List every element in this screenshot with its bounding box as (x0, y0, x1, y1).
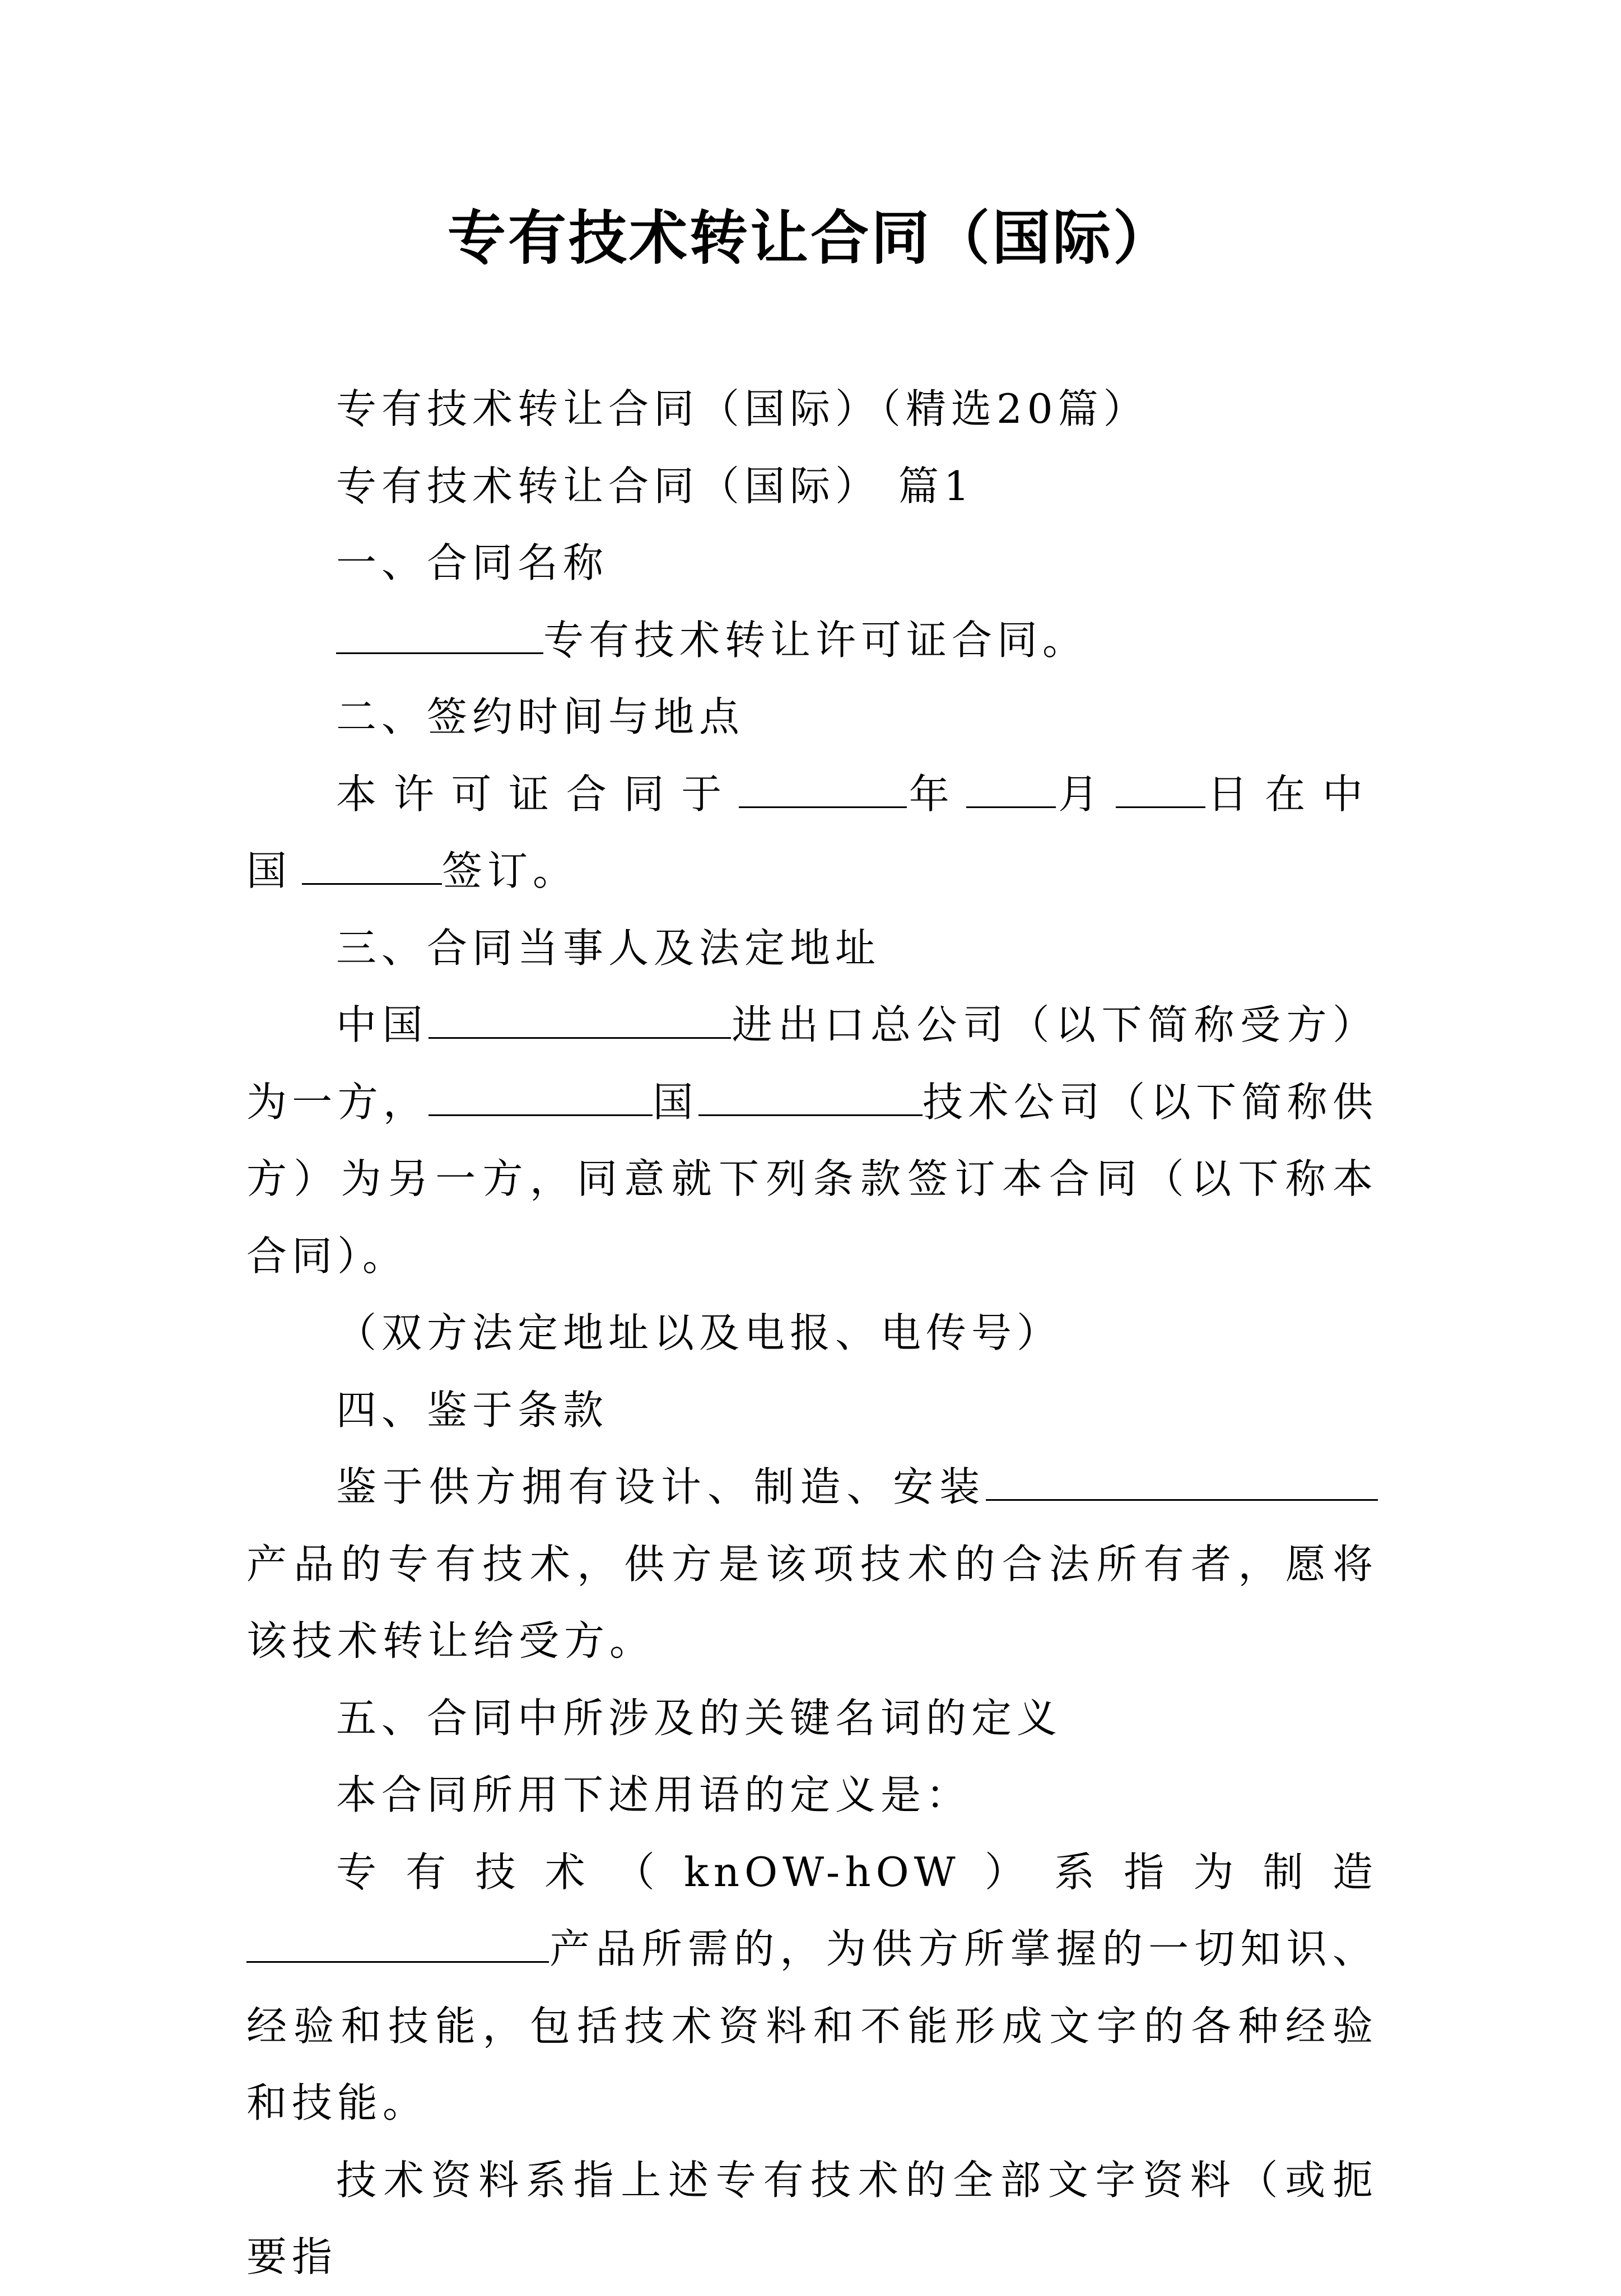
section-3-heading: 三、合同当事人及法定地址 (336, 924, 881, 972)
section-3-text-d: 技术公司（以下简称供方）为另一方，同意就下列条款签订本合同（以下称本合同）。 (246, 1078, 1378, 1280)
section-4-text (246, 1449, 1378, 1680)
section-2-text-c: 月 (1056, 770, 1116, 818)
section-2-text-e: 签订。 (442, 847, 579, 894)
section-5-heading: 五、合同中所涉及的关键名词的定义 (336, 1694, 1063, 1742)
blank-supplier (698, 1083, 923, 1116)
blank-contract-name (336, 621, 543, 654)
section-4-text-b: 产品的专有技术，供方是该项技术的合法所有者，愿将该技术转让给受方。 (246, 1540, 1378, 1664)
blank-month (966, 775, 1056, 808)
chapter-heading: 专有技术转让合同（国际） 篇1 (336, 462, 975, 510)
blank-day (1116, 775, 1205, 808)
blank-company (428, 1006, 731, 1039)
section-3-text-b: 进出口总公司（以下简称受方）为一方， (246, 1001, 1378, 1126)
blank-country (428, 1083, 653, 1116)
section-1-text (246, 602, 1378, 679)
section-2-text-d: 日在中国 (246, 770, 1378, 894)
document-title: 专有技术转让合同（国际） (447, 204, 1173, 272)
document-subtitle: 专有技术转让合同（国际）（精选20篇） (336, 385, 1149, 432)
section-3-note: （双方法定地址以及电报、电传号） (336, 1309, 1063, 1356)
section-5-definition-technical-data: 技术资料系指上述专有技术的全部文字资料（或扼要指 (246, 2156, 1378, 2280)
section-2-heading: 二、签约时间与地点 (336, 693, 745, 740)
section-1-text-content: 专有技术转让许可证合同。 (543, 616, 1088, 664)
section-2-text-a: 本许可证合同于 (336, 770, 739, 818)
section-2-text-b: 年 (906, 770, 967, 818)
blank-year (739, 775, 907, 808)
section-5-text-a: 专有技术（knOW-hOW）系指为制造 (336, 1848, 1378, 1896)
section-5-text-b: 产品所需的，为供方所掌握的一切知识、经验和技能，包括技术资料和不能形成文字的各种经验和技能。 (246, 1925, 1378, 2126)
section-5-intro: 本合同所用下述用语的定义是： (336, 1771, 972, 1818)
section-2-text (246, 756, 1378, 910)
blank-manufacture-product (246, 1930, 549, 1963)
section-5-definition-know-how (246, 1834, 1378, 2142)
section-1-heading: 一、合同名称 (336, 539, 609, 586)
blank-product (986, 1468, 1378, 1501)
blank-place (302, 852, 442, 885)
section-4-heading: 四、鉴于条款 (336, 1386, 609, 1434)
document-body (246, 371, 1378, 2296)
section-3-text-c: 国 (653, 1078, 698, 1126)
section-3-text-a: 中国 (336, 1001, 428, 1048)
section-4-text-a: 鉴于供方拥有设计、制造、安装 (336, 1463, 986, 1510)
section-3-text (246, 987, 1378, 1295)
